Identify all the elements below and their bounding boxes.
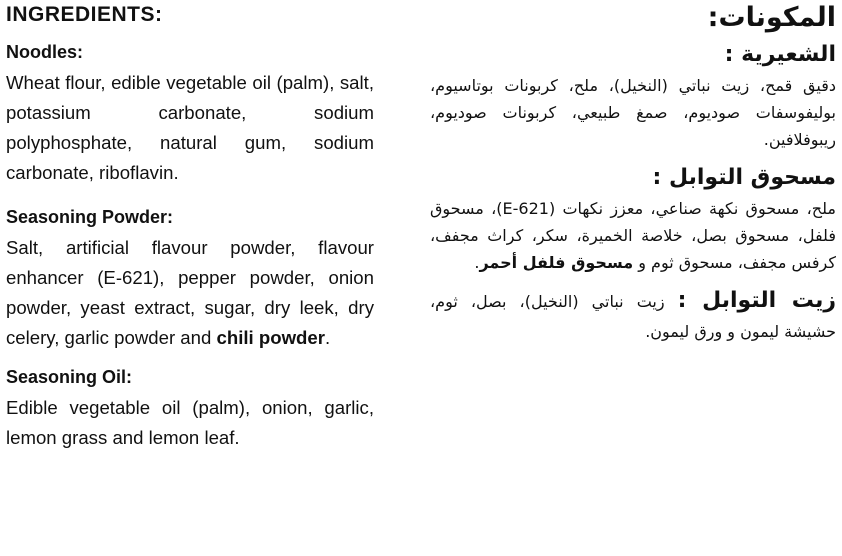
noodles-heading-en: Noodles: bbox=[6, 42, 84, 62]
ingredients-title-ar: المكونات: bbox=[707, 2, 836, 33]
seasoning-powder-text-ar bbox=[430, 195, 836, 276]
seasoning-powder-bold-ar: مسحوق فلفل أحمر bbox=[479, 253, 634, 272]
noodles-text-ar: دقيق قمح، زيت نباتي (النخيل)، ملح، كربونات بوتاسيوم، بوليفوسفات صوديوم، صمغ طبيعي، كربونات صوديوم، ريبوفلافين. bbox=[430, 76, 836, 149]
seasoning-oil-heading-ar: زيت التوابل : bbox=[677, 288, 836, 313]
ingredients-title-en: INGREDIENTS: bbox=[6, 3, 163, 26]
seasoning-oil-text-ar: زيت نباتي (النخيل)، بصل، ثوم، حشيشة ليمون و ورق ليمون. bbox=[430, 292, 836, 341]
noodles-text-en: Wheat flour, edible vegetable oil (palm), salt, potassium carbonate, sodium polyphosphate, natural gum, sodium carbonate, riboflavin. bbox=[6, 72, 374, 183]
seasoning-oil-ar bbox=[430, 286, 836, 347]
seasoning-oil-text-en: Edible vegetable oil (palm), onion, garlic, lemon grass and lemon leaf. bbox=[6, 397, 374, 448]
seasoning-powder-body-en: Salt, artificial flavour powder, flavour enhancer (E-621), pepper powder, onion powder, yeast extract, sugar, dry leek, dry celery, garlic powder and bbox=[6, 237, 374, 348]
seasoning-powder-text-en bbox=[6, 233, 374, 353]
seasoning-oil-heading-en: Seasoning Oil: bbox=[6, 367, 133, 387]
arabic-ingredients-column bbox=[430, 0, 836, 363]
seasoning-powder-end-ar: . bbox=[474, 253, 480, 272]
seasoning-powder-end-en: . bbox=[324, 327, 331, 348]
seasoning-powder-bold-en: chili powder bbox=[216, 327, 325, 348]
seasoning-powder-body-ar: ملح، مسحوق نكهة صناعي، معزز نكهات (E-621)، مسحوق فلفل، مسحوق بصل، خلاصة الخميرة، سكر، كراث مجفف، كرفس مجفف، مسحوق ثوم و bbox=[430, 199, 837, 272]
noodles-heading-ar: الشعيرية : bbox=[724, 42, 836, 67]
english-ingredients-column bbox=[6, 0, 374, 453]
seasoning-powder-heading-ar: مسحوق التوابل : bbox=[652, 165, 836, 190]
seasoning-powder-heading-en: Seasoning Powder: bbox=[6, 207, 174, 227]
